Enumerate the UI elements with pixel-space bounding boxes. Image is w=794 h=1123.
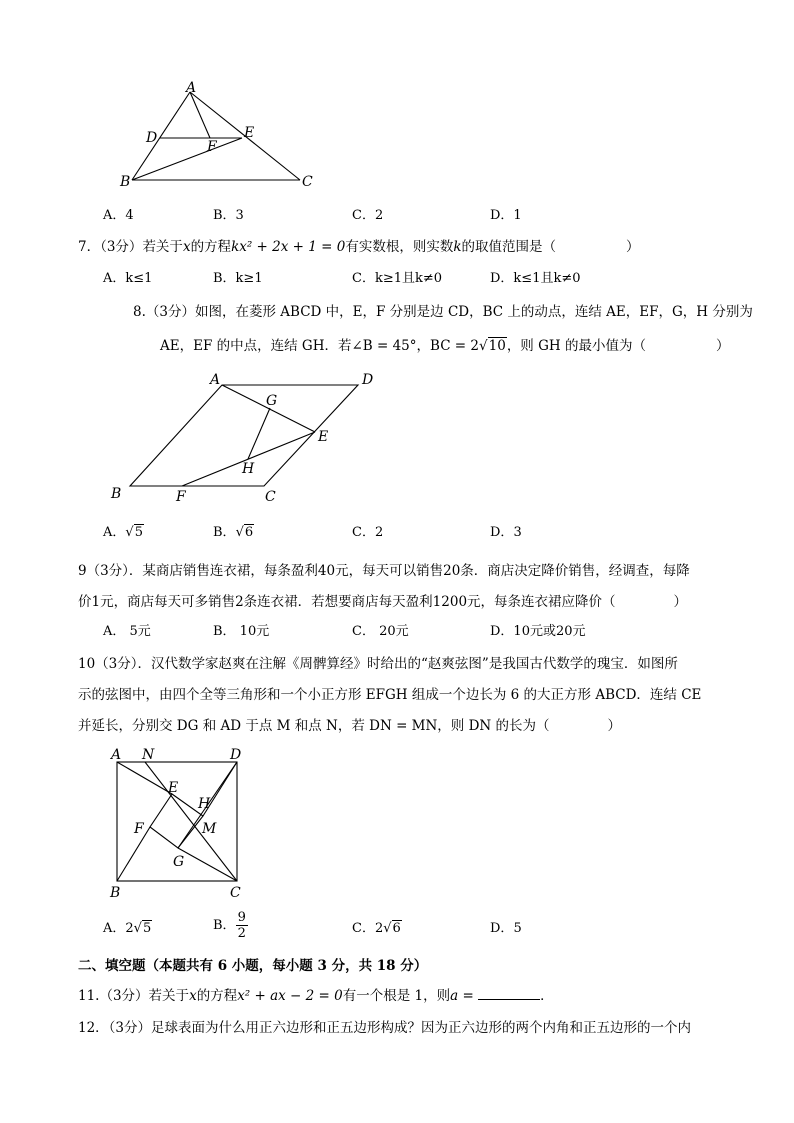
label-c: C: [265, 489, 276, 505]
q10-stem-line3: [78, 716, 621, 736]
label-c: C: [230, 885, 241, 901]
q11-var-x: x: [189, 988, 197, 1004]
q10-line3: 并延长，分别交 DG 和 AD 于点 M 和点 N，若 DN = MN，则 DN 的长为（: [78, 718, 550, 734]
label-f: F: [176, 489, 186, 505]
label-a: A: [111, 747, 122, 763]
label-e: E: [168, 780, 179, 796]
segment-cg: [178, 848, 237, 881]
label-d: D: [230, 747, 242, 763]
q8-stem-line1: [133, 302, 753, 322]
label-f: F: [134, 821, 144, 837]
q6-option-c: C．2: [352, 208, 384, 223]
label-f: F: [207, 139, 217, 155]
q10-stem-line2: 示的弦图中，由四个全等三角形和一个小正方形 EFGH 组成一个边长为 6 的大正方形 ABCD．连结 CE: [78, 687, 702, 703]
label-a: A: [186, 80, 197, 96]
q9-option-d: D．10元或20元: [490, 624, 586, 639]
q10-option-b: B． $\frac{9}{2}$: [213, 910, 246, 941]
q7-score: （3分）: [100, 239, 143, 255]
q8-stem-line2: AE，EF 的中点，连结 GH．若∠B = 45°，BC = 2√10，则 GH 的最小值为（ ）: [160, 338, 730, 354]
q8-sqrt-value: 10: [488, 338, 506, 354]
q7-option-a: A．k≤1: [103, 271, 153, 286]
q8-line2a: AE，EF 的中点，连结 GH．若∠B = 45°，BC = 2: [160, 338, 480, 354]
q7-option-c: C．k≥1且k≠0: [352, 271, 443, 286]
label-h: H: [242, 461, 255, 477]
q7-text-1: 若关于: [142, 239, 183, 255]
label-b: B: [120, 174, 131, 190]
q9-option-c: C． 20元: [352, 624, 409, 639]
q11-text-e: ．: [540, 988, 554, 1004]
q11-stem: [78, 986, 554, 1006]
label-c: C: [302, 174, 313, 190]
q9-option-a: A． 5元: [103, 624, 151, 639]
label-b: B: [110, 885, 121, 901]
q7-var-x: x: [182, 239, 191, 255]
q8-option-b: B．√6: [213, 525, 254, 540]
q11-text-d: =: [458, 988, 479, 1004]
q8-number: 8.: [133, 304, 146, 320]
label-m: M: [202, 821, 217, 837]
side-ab: [132, 92, 190, 180]
label-g: G: [173, 854, 185, 870]
label-n: N: [142, 747, 155, 763]
q7-var-k: k: [453, 239, 462, 255]
q8-score: （3分）: [145, 304, 195, 320]
q11-text-c: 有一个根是 1，则: [342, 988, 451, 1004]
q7-text-2: 的方程: [190, 239, 232, 255]
q9-stem-line2: [78, 592, 687, 612]
segment-ae: [117, 762, 172, 794]
q11-text-a: 11.（3分）若关于: [78, 988, 190, 1004]
q8-option-c: C．2: [352, 525, 384, 540]
label-d: D: [146, 130, 158, 146]
q9-line2: 价1元，商店每天可多销售2条连衣裙．若想要商店每天盈利1200元，每条连衣裙应降价（: [78, 594, 616, 610]
q11-answer-blank[interactable]: [478, 987, 540, 1000]
label-e: E: [318, 429, 329, 445]
q7-option-d: D．k≤1且k≠0: [490, 271, 581, 286]
q8-option-d: D．3: [490, 525, 522, 540]
q8-line1: 如图，在菱形 ABCD 中，E，F 分别是边 CD，BC 上的动点，连结 AE，EF，G，H 分别为: [194, 304, 753, 320]
label-h: H: [198, 796, 211, 812]
q7-equation: kx² + 2x + 1 = 0: [231, 239, 346, 255]
label-e: E: [244, 125, 255, 141]
q10-option-a: A．2√5: [103, 921, 152, 936]
q10-close-paren: ）: [607, 718, 622, 734]
q7-stem: [78, 237, 640, 257]
q8-rhombus-figure: [108, 368, 388, 508]
q8-line2b: ，则 GH 的最小值为（: [506, 338, 646, 354]
q9-stem-line1: 9（3分）．某商店销售连衣裙，每条盈利40元，每天可以销售20条．商店决定降价销售，经调查，每降: [78, 563, 690, 579]
q11-equation: x² + ax − 2 = 0: [237, 988, 343, 1004]
q8-close-paren: ）: [715, 338, 730, 354]
q10-option-c: C．2√6: [352, 921, 401, 936]
q6-option-b: B．3: [213, 208, 244, 223]
q7-option-b: B．k≥1: [213, 271, 263, 286]
q11-text-b: 的方程: [196, 988, 238, 1004]
q9-option-b: B． 10元: [213, 624, 270, 639]
label-b: B: [111, 486, 122, 502]
label-a: A: [210, 372, 221, 388]
q6-option-a: A．4: [103, 208, 134, 223]
q7-close-paren: ）: [626, 239, 640, 255]
q10-option-d: D．5: [490, 921, 522, 936]
q9-close-paren: ）: [673, 594, 688, 610]
q10-stem-line1: 10（3分）．汉代数学家赵爽在注解《周髀算经》时给出的“赵爽弦图”是我国古代数学的瑰宝．如图所: [78, 656, 678, 672]
q8-option-a: A．√5: [103, 525, 143, 540]
q7-text-3: 有实数根，则实数: [345, 239, 454, 255]
segment-nc: [145, 762, 237, 881]
q10-zhao-shuang-figure: [104, 742, 254, 902]
q6-option-d: D．1: [490, 208, 522, 223]
q12-stem: 12．（3分）足球表面为什么用正六边形和正五边形构成？因为正六边形的两个内角和正五边形的一个内: [78, 1020, 692, 1036]
label-d: D: [362, 372, 374, 388]
q7-text-4: 的取值范围是（: [461, 239, 557, 255]
q11-var-a: a: [450, 988, 459, 1004]
q7-number: 7．: [78, 239, 101, 255]
segment-af: [190, 92, 210, 138]
label-g: G: [266, 393, 278, 409]
section-2-title: 二、填空题（本题共有 6 小题，每小题 3 分，共 18 分）: [78, 958, 428, 974]
q6-triangle-figure: [110, 80, 330, 195]
